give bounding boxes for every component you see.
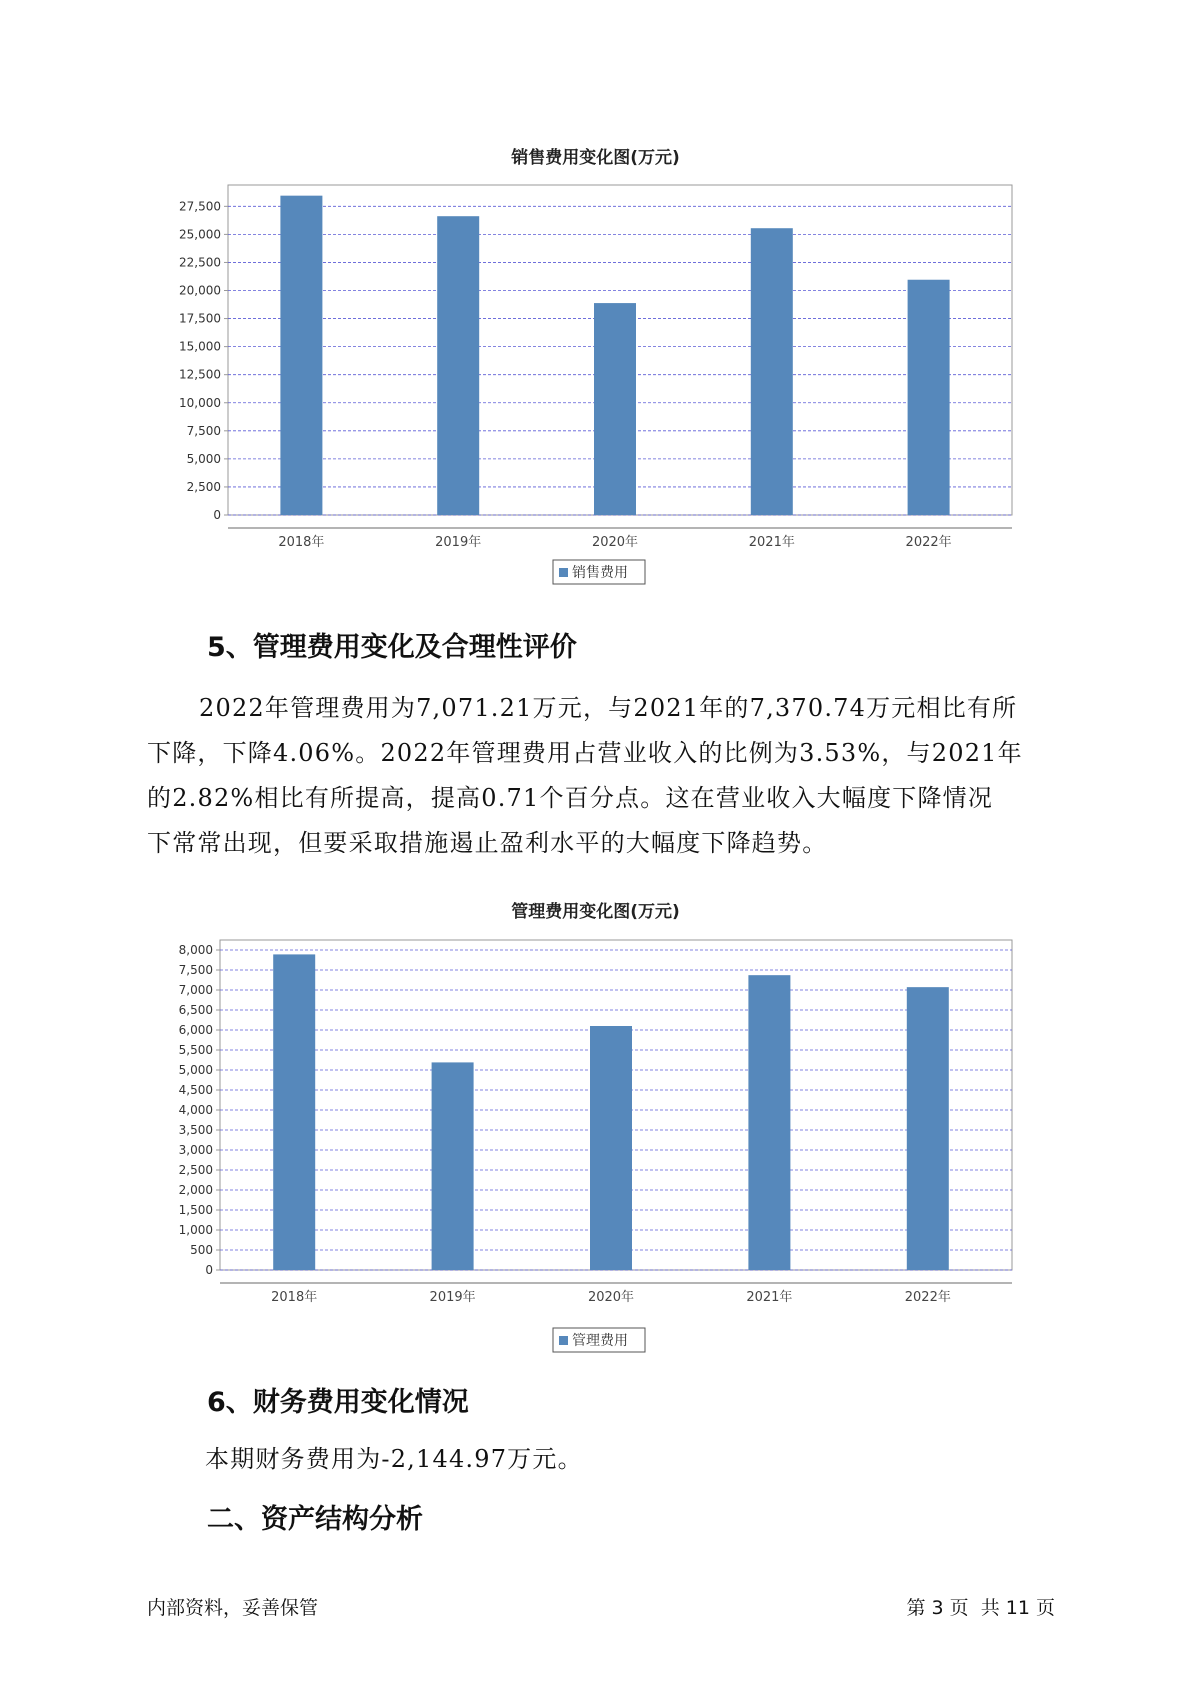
y-tick-label: 7,500: [186, 423, 221, 438]
y-tick-label: 15,000: [179, 339, 221, 354]
y-tick-label: 7,000: [178, 983, 213, 997]
section-6-heading: 6、财务费用变化情况: [207, 1387, 469, 1418]
legend: [553, 1328, 645, 1352]
y-tick-label: 500: [190, 1243, 213, 1257]
y-tick-label: 1,500: [178, 1203, 213, 1217]
footer-page-number: 第 3 页 共 11 页: [906, 1597, 1055, 1619]
y-tick-label: 3,000: [178, 1143, 213, 1157]
y-tick-label: 22,500: [179, 255, 221, 270]
footer-confidential: 内部资料，妥善保管: [147, 1597, 319, 1619]
y-tick-label: 10,000: [179, 395, 221, 410]
x-tick-label: 2020年: [587, 1290, 635, 1305]
bar: [908, 280, 950, 515]
y-tick-label: 2,500: [178, 1163, 213, 1177]
y-tick-label: 2,000: [178, 1183, 213, 1197]
section-2-heading: 二、资产结构分析: [207, 1504, 423, 1535]
bar: [748, 975, 790, 1270]
y-tick-label: 3,500: [178, 1123, 213, 1137]
y-tick-label: 1,000: [178, 1223, 213, 1237]
x-tick-label: 2020年: [591, 535, 639, 550]
y-tick-label: 5,000: [186, 451, 221, 466]
y-tick-label: 5,000: [178, 1063, 213, 1077]
admin-expense-chart: [0, 880, 1191, 1349]
bar: [273, 954, 315, 1270]
section-6-paragraph: [205, 1437, 1113, 1482]
legend-label: 销售费用: [572, 565, 628, 581]
bar: [594, 303, 636, 515]
x-tick-label: 2022年: [904, 1290, 951, 1305]
y-tick-label: 4,500: [178, 1083, 213, 1097]
sales-chart-title: 销售费用变化图(万元): [511, 148, 680, 168]
x-tick-label: 2018年: [271, 1290, 318, 1305]
y-tick-label: 27,500: [179, 199, 221, 214]
y-tick-label: 7,500: [178, 963, 213, 977]
paragraph-line: 的2.82%相比有所提高，提高0.71个百分点。这在营业收入大幅度下降情况: [147, 784, 994, 812]
paragraph-line: 下常常出现，但要采取措施遏止盈利水平的大幅度下降趋势。: [147, 829, 828, 857]
x-tick-label: 2019年: [429, 1290, 476, 1305]
bar: [437, 216, 479, 515]
section-5-heading: 5、管理费用变化及合理性评价: [207, 632, 577, 663]
x-tick-label: 2018年: [278, 535, 325, 550]
y-tick-label: 4,000: [178, 1103, 213, 1117]
y-tick-label: 6,500: [178, 1003, 213, 1017]
sales-expense-chart: [0, 130, 1191, 590]
y-tick-label: 2,500: [186, 479, 221, 494]
paragraph-line: 下降，下降4.06%。2022年管理费用占营业收入的比例为3.53%，与2021年: [147, 739, 1023, 767]
bar: [280, 196, 322, 515]
legend-swatch: [559, 1336, 568, 1345]
legend: [553, 560, 645, 584]
y-tick-label: 25,000: [179, 227, 221, 242]
y-tick-label: 8,000: [178, 943, 213, 957]
y-tick-label: 5,500: [178, 1043, 213, 1057]
bar: [432, 1062, 474, 1270]
x-tick-label: 2021年: [748, 535, 795, 550]
bar: [907, 987, 949, 1270]
admin-chart-title: 管理费用变化图(万元): [511, 902, 680, 922]
y-tick-label: 12,500: [179, 367, 221, 382]
x-tick-label: 2019年: [435, 535, 482, 550]
paragraph-line: 2022年管理费用为7,071.21万元，与2021年的7,370.74万元相比有所: [199, 694, 1018, 722]
y-tick-label: 20,000: [179, 283, 221, 298]
y-tick-label: 6,000: [178, 1023, 213, 1037]
y-tick-label: 0: [213, 508, 221, 522]
x-tick-label: 2022年: [905, 535, 952, 550]
y-tick-label: 17,500: [179, 311, 221, 326]
x-tick-label: 2021年: [746, 1290, 793, 1305]
section-5-paragraph: [147, 686, 1055, 866]
legend-label: 管理费用: [572, 1333, 628, 1349]
legend-swatch: [559, 568, 568, 577]
paragraph-line: 本期财务费用为-2,144.97万元。: [205, 1445, 583, 1473]
y-tick-label: 0: [205, 1263, 213, 1277]
bar: [751, 228, 793, 515]
bar: [590, 1026, 632, 1270]
